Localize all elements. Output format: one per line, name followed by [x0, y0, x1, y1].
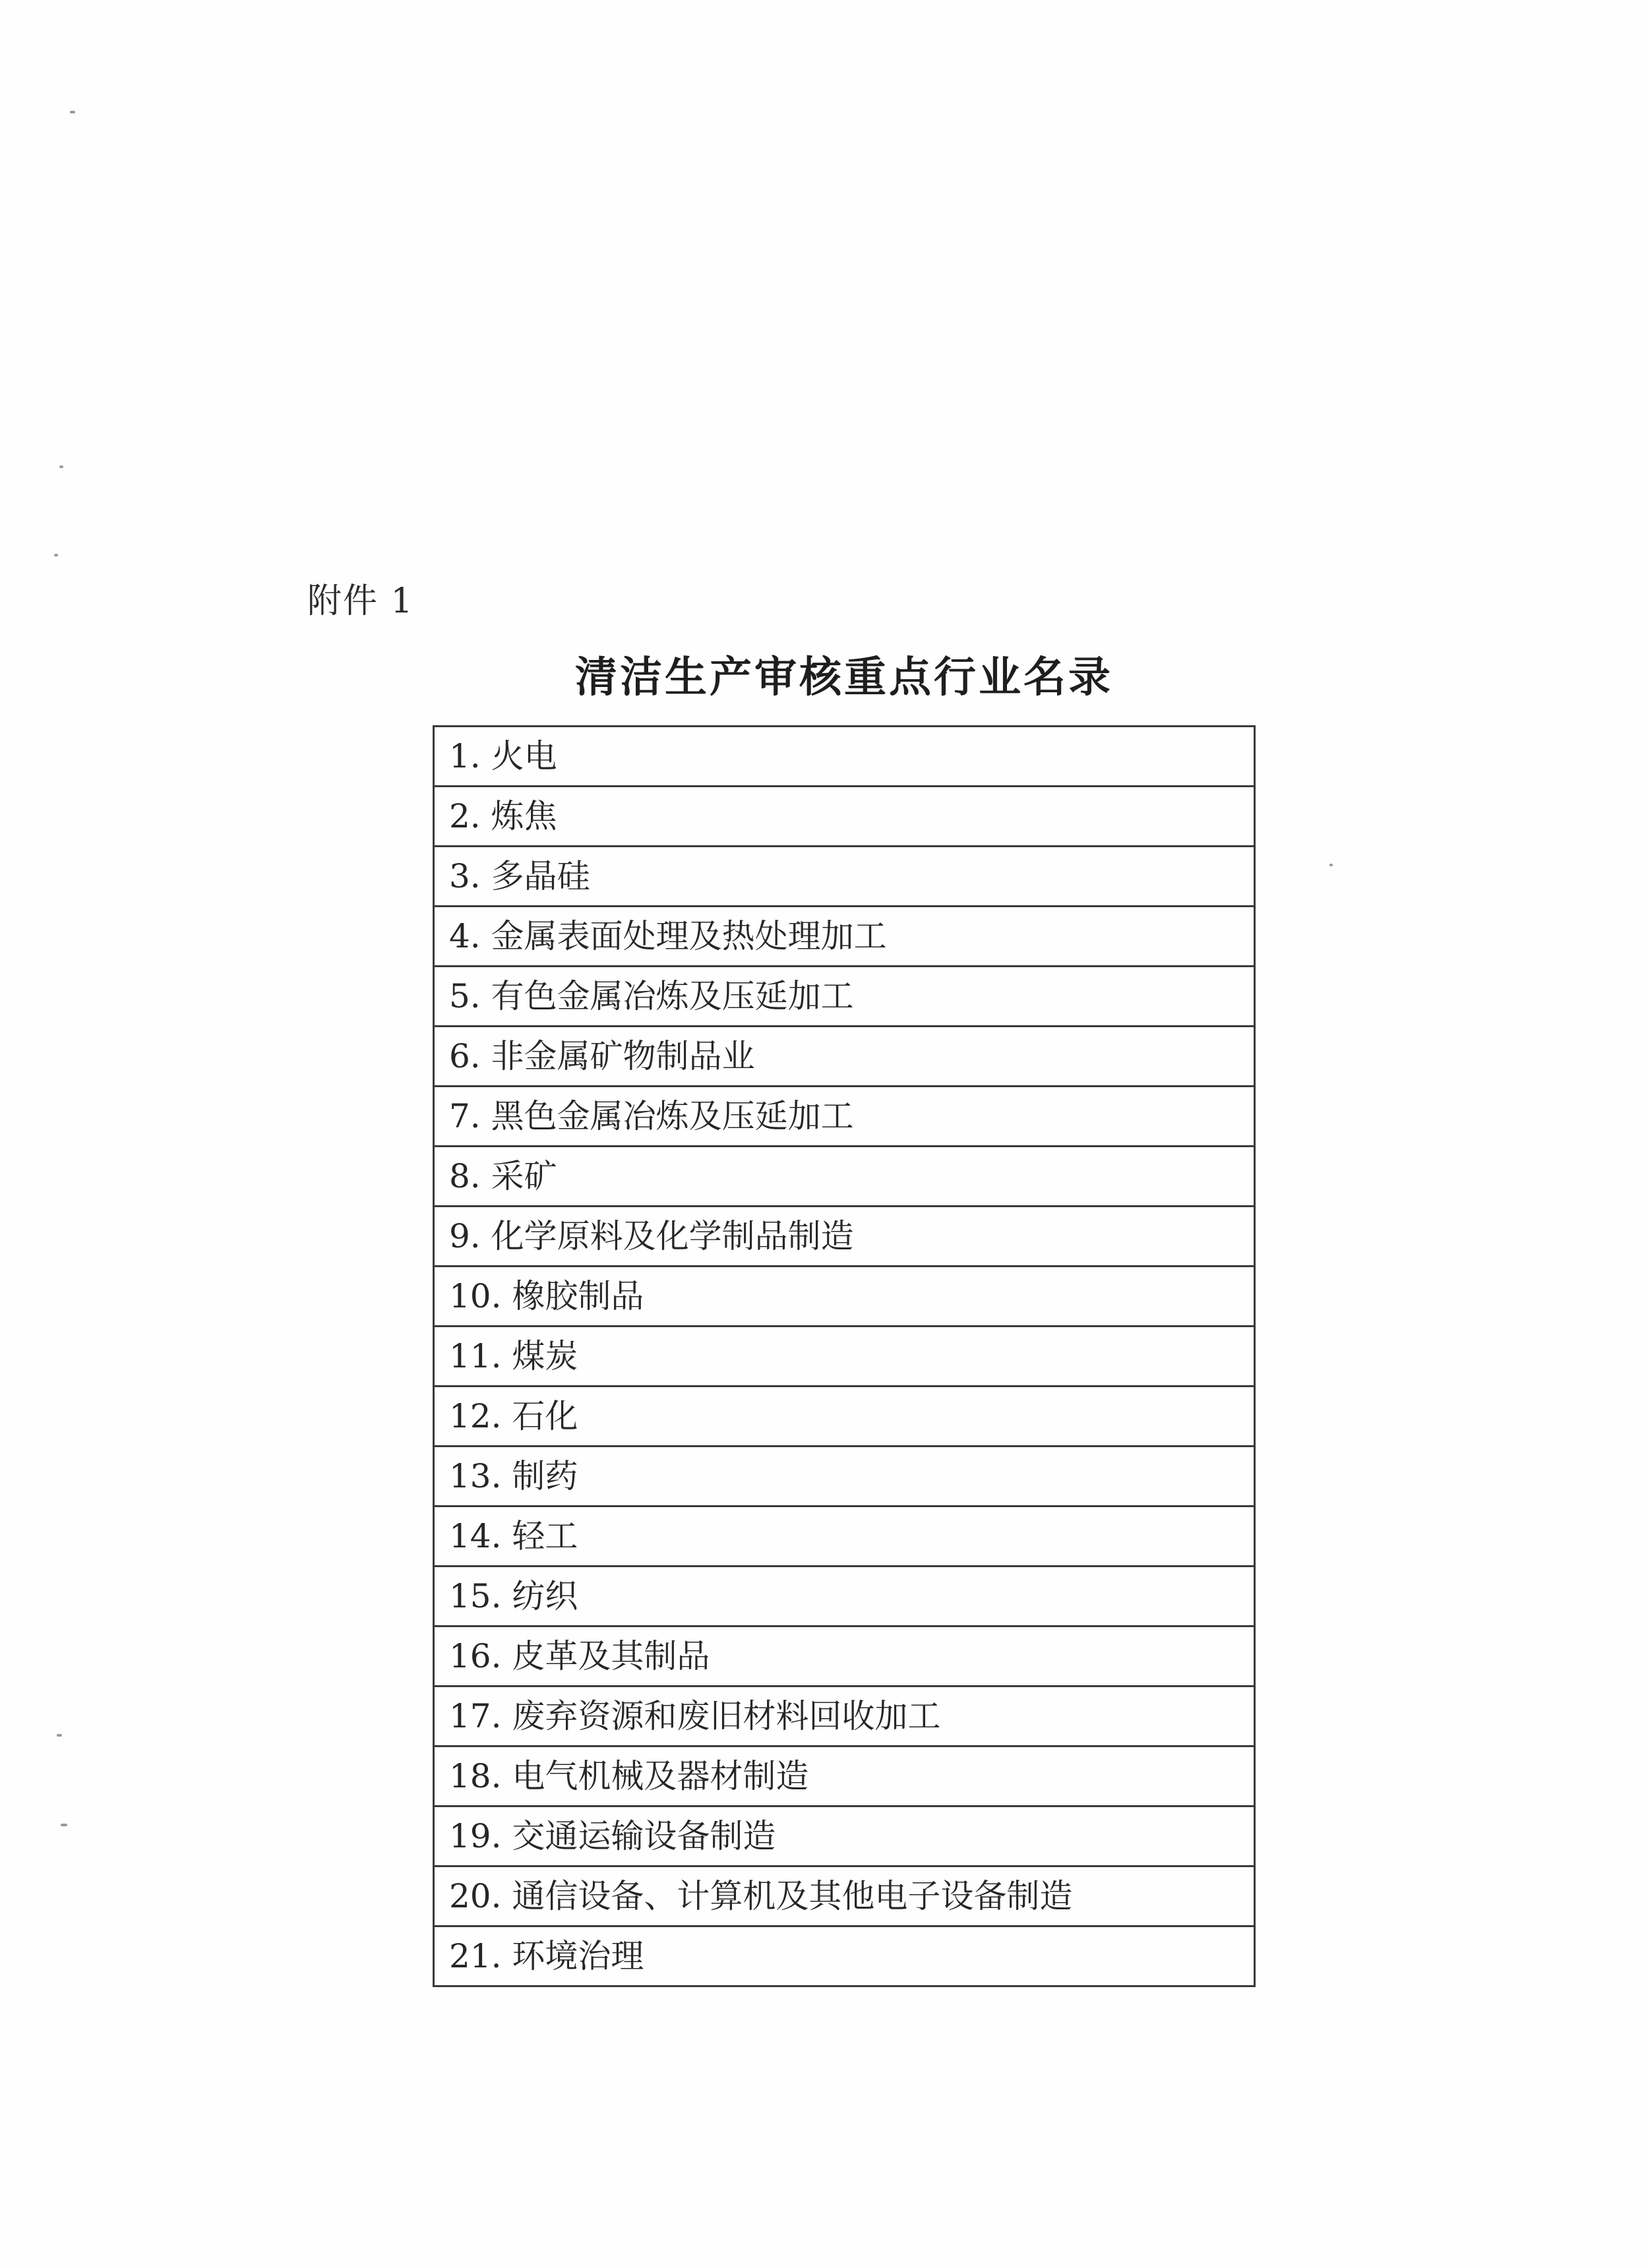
attachment-label: 附件 1	[307, 582, 414, 621]
industry-cell: 1. 火电	[434, 727, 1255, 787]
industry-cell: 6. 非金属矿物制品业	[434, 1027, 1255, 1087]
industry-cell: 14. 轻工	[434, 1507, 1255, 1567]
industry-cell: 18. 电气机械及器材制造	[434, 1746, 1255, 1806]
table-row	[434, 1327, 1255, 1387]
scan-speck	[61, 1824, 67, 1826]
scan-speck	[1329, 864, 1333, 866]
table-row	[434, 727, 1255, 787]
industry-cell: 10. 橡胶制品	[434, 1267, 1255, 1327]
industry-cell: 21. 环境治理	[434, 1926, 1255, 1986]
table-row	[434, 1147, 1255, 1207]
scan-speck	[59, 465, 63, 468]
table-row	[434, 1567, 1255, 1626]
industry-cell: 16. 皮革及其制品	[434, 1626, 1255, 1686]
scan-speck	[70, 111, 75, 113]
scan-speck	[54, 554, 58, 556]
table-row	[434, 1626, 1255, 1686]
table-row	[434, 1267, 1255, 1327]
industry-cell: 20. 通信设备、计算机及其他电子设备制造	[434, 1866, 1255, 1926]
table-row	[434, 1686, 1255, 1746]
table-row	[434, 1866, 1255, 1926]
document-title: 清洁生产审核重点行业名录	[575, 653, 1113, 702]
industry-cell: 2. 炼焦	[434, 787, 1255, 847]
industry-list-table	[433, 725, 1256, 1987]
scan-speck	[57, 1734, 62, 1737]
industry-cell: 15. 纺织	[434, 1567, 1255, 1626]
table-row	[434, 1027, 1255, 1087]
table-row	[434, 787, 1255, 847]
industry-cell: 7. 黑色金属冶炼及压延加工	[434, 1087, 1255, 1147]
table-row	[434, 1746, 1255, 1806]
industry-cell: 13. 制药	[434, 1447, 1255, 1507]
table-row	[434, 967, 1255, 1027]
industry-cell: 5. 有色金属冶炼及压延加工	[434, 967, 1255, 1027]
industry-cell: 4. 金属表面处理及热处理加工	[434, 907, 1255, 967]
table-row	[434, 907, 1255, 967]
industry-cell: 8. 采矿	[434, 1147, 1255, 1207]
table-row	[434, 1806, 1255, 1866]
table-row	[434, 1507, 1255, 1567]
industry-cell: 9. 化学原料及化学制品制造	[434, 1207, 1255, 1267]
table-row	[434, 1207, 1255, 1267]
table-row	[434, 1926, 1255, 1986]
industry-cell: 17. 废弃资源和废旧材料回收加工	[434, 1686, 1255, 1746]
industry-cell: 11. 煤炭	[434, 1327, 1255, 1387]
table-row	[434, 1447, 1255, 1507]
table-row	[434, 1087, 1255, 1147]
table-row	[434, 1387, 1255, 1447]
industry-cell: 3. 多晶硅	[434, 847, 1255, 907]
industry-cell: 12. 石化	[434, 1387, 1255, 1447]
industry-cell: 19. 交通运输设备制造	[434, 1806, 1255, 1866]
table-row	[434, 847, 1255, 907]
